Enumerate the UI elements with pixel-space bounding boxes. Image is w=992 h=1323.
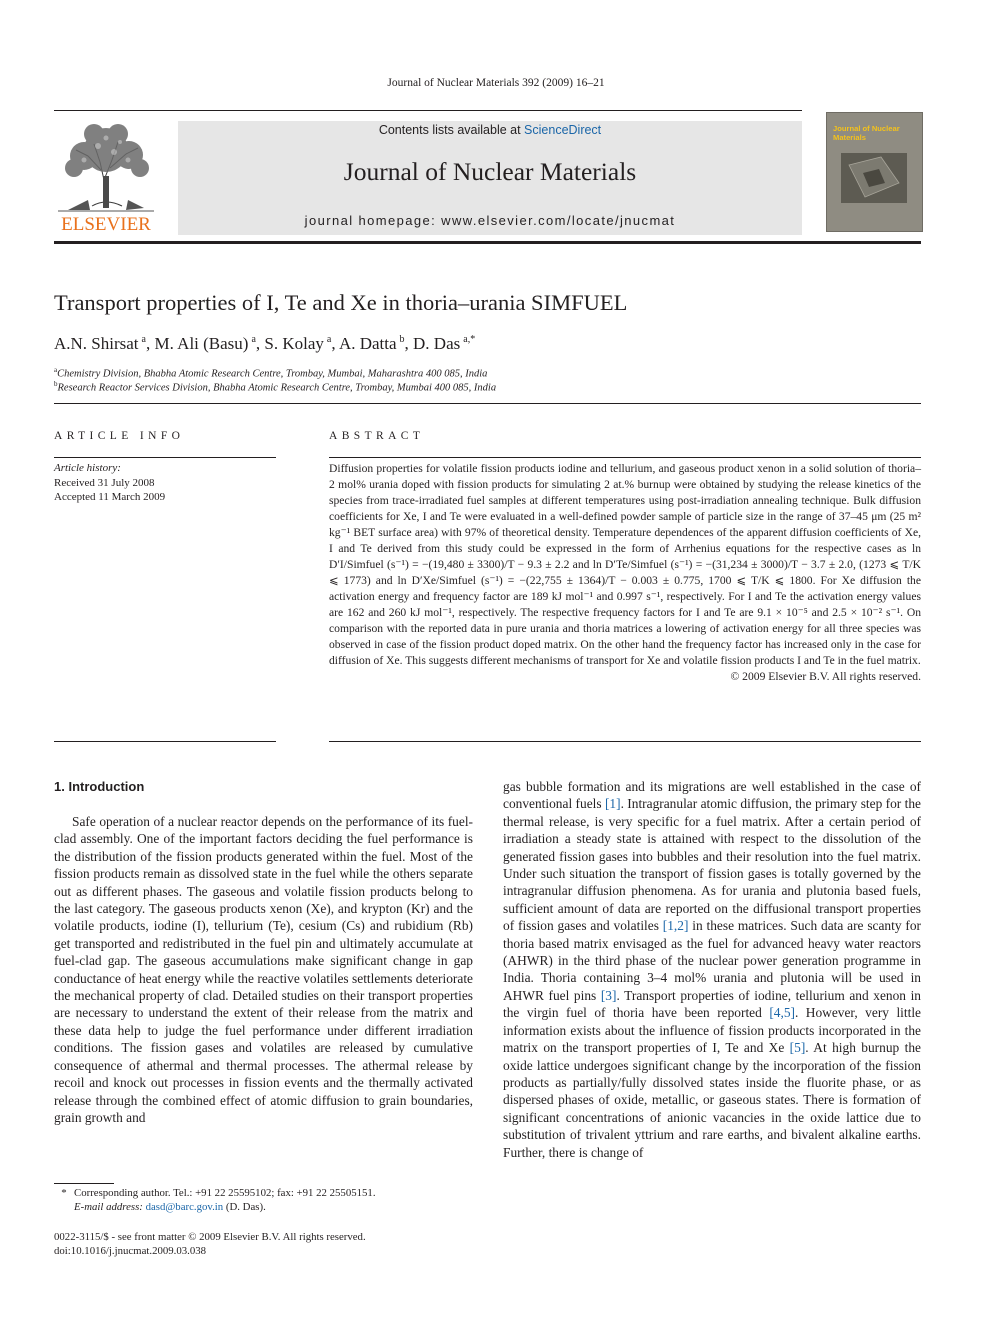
publisher-name: ELSEVIER (61, 214, 151, 234)
text-run: . Transport properties of iodine, tellurium and xenon in the virgin fuel of thoria have been reported (503, 987, 921, 1021)
citation-link[interactable]: [3] (600, 987, 617, 1003)
running-head: Journal of Nuclear Materials 392 (2009) 16–21 (387, 77, 605, 89)
article-history (54, 461, 165, 505)
author-affiliation-mark: a (141, 334, 146, 346)
email-suffix: (D. Das). (223, 1201, 266, 1213)
affiliation-a (54, 366, 487, 380)
author-affiliation-mark: a (251, 334, 256, 346)
abstract-rule-bottom (329, 741, 921, 742)
author-separator: , (145, 334, 155, 353)
abstract-heading: ABSTRACT (329, 430, 425, 442)
issn-line: 0022-3115/$ - see front matter © 2009 Elsevier B.V. All rights reserved. (54, 1231, 366, 1243)
body-column-right (503, 778, 921, 1161)
text-run: in these matrices. Such data are scanty for thoria based matrix envisaged as the fuel for advanced heavy water reactors (AHWR) in the third phase of the nuclear power generation programme in India. Thoria containing 3–4 mol% urania and plutonia will be used in AHWR fuel pins (503, 918, 921, 1003)
email-label: E-mail address: (74, 1201, 143, 1213)
intro-heading: 1. Introduction (54, 779, 145, 794)
contents-line (178, 121, 802, 138)
tree-icon (54, 120, 158, 234)
received-date: Received 31 July 2008 (54, 476, 155, 489)
affiliation-key: b (54, 380, 58, 388)
citation-link[interactable]: [4,5] (769, 1005, 795, 1021)
author-affiliation-mark: a,* (463, 334, 476, 346)
cover-micrograph-icon (841, 153, 907, 203)
citation-link[interactable]: [5] (789, 1040, 806, 1056)
footnote-rule (54, 1183, 114, 1184)
corresponding-author: Corresponding author. Tel.: +91 22 25595102; fax: +91 22 25505151. (74, 1187, 376, 1199)
abstract-body (329, 461, 921, 685)
author-name[interactable]: A.N. Shirsat (54, 334, 139, 353)
header-rule (54, 110, 802, 111)
affiliation-key: a (54, 366, 58, 374)
cover-image (841, 153, 907, 203)
article-title: Transport properties of I, Te and Xe in thoria–urania SIMFUEL (54, 290, 628, 315)
author-separator: , (404, 334, 414, 353)
affiliation-b (54, 380, 496, 394)
imprint (54, 1230, 366, 1258)
author-separator: , (331, 334, 339, 353)
author-email-link[interactable]: dasd@barc.gov.in (145, 1201, 224, 1213)
abstract-copyright: © 2009 Elsevier B.V. All rights reserved. (730, 670, 921, 683)
corresponding-author-footnote (54, 1186, 474, 1214)
text-run: gas bubble formation and its migrations are well established in the case of conventional fuels (503, 779, 921, 812)
article-info-rule-bottom (54, 741, 276, 742)
cover-title: Journal of Nuclear Materials (833, 124, 900, 142)
affiliation-text: Chemistry Division, Bhabha Atomic Research Centre, Trombay, Mumbai, Maharashtra 400 085, India (57, 368, 488, 380)
journal-banner (178, 121, 802, 235)
body-column-left (54, 813, 473, 1126)
intro-paragraph: Safe operation of a nuclear reactor depends on the performance of its fuel-clad assembly. One of the important factors deciding the fuel performance is the distribution of the fission products generated within the fuel. Most of the fission products remain as dissolved state in the fuel while the others separate out as different phases. The gaseous and volatile fission products belong to the last category. The gaseous products xenon (Xe), and krypton (Kr) and the volatile products, iodine (I), tellurium (Te), cesium (Cs) and rubidium (Rb) get transported and redistributed in the fuel pin and ultimately accumulate at fuel-clad gap. The gaseous accumulations make significant change in gap conductance of heat energy while the reactive volatiles settlements deteriorate the mechanical property of clad. Detailed studies on their transport properties are necessary to understand the extent of their release from the matrix and these data help to judge the fuel performance under different irradiation conditions. The fission gases and volatiles are released by cumulative consequence of athermal and thermal processes. The athermal release by recoil and knock out processes in fission events and the thermally activated release through the combined effect of atomic diffusion to grain boundaries, grain growth and (54, 814, 473, 1125)
accepted-date: Accepted 11 March 2009 (54, 491, 166, 503)
affiliation-text: Research Reactor Services Division, Bhabha Atomic Research Centre, Trombay, Mumbai 400 085, India (57, 382, 497, 394)
journal-homepage[interactable]: journal homepage: www.elsevier.com/locate/jnucmat (304, 213, 676, 228)
author-name[interactable]: S. Kolay (264, 334, 324, 353)
author-affiliation-mark: a (326, 334, 332, 346)
citation-link[interactable]: [1] (604, 796, 621, 812)
journal-cover[interactable] (826, 112, 923, 232)
intro-paragraph-continued (503, 778, 921, 1161)
author-separator: , (255, 334, 265, 353)
journal-name: Journal of Nuclear Materials (343, 157, 637, 186)
author-name[interactable]: A. Datta (338, 334, 397, 353)
text-run: . However, very little information exists about the influence of fission products incorporated in the matrix on the transport properties of I, Te and Xe (503, 1005, 921, 1056)
abstract-rule (329, 457, 921, 458)
footnote-star: * (61, 1187, 67, 1199)
section-rule (54, 403, 921, 404)
history-label: Article history: (54, 462, 121, 474)
author-name[interactable]: M. Ali (Basu) (154, 334, 249, 353)
text-run: . At high burnup the oxide lattice undergoes significant change by the incorporation of the fission products as partially/fully dissolved states inside the fluorite phase, or as dispersed phases of oxide, metallic, or gaseous states. There is formation of significant concentrations of anionic vacancies in the oxide lattice due to substitution of trivalent yttrium and rare earths, and bivalent alkaline earths. Further, there is change of (503, 1040, 921, 1160)
author-name[interactable]: D. Das (413, 334, 461, 353)
article-info-rule (54, 457, 276, 458)
header-rule-thick (54, 241, 921, 244)
text-run: . Intragranular atomic diffusion, the primary step for the thermal release, is very specific for a fuel matrix. After a certain period of irradiation a steady state is attained with respect to the dissolution of the generated fission gases into bubbles and their resolution into the fuel matrix. Under such situation the transport of fission gases is totally governed by the intragranular diffusion phenomena. As for urania and plutonia based fuels, sufficient amount of data are reported on the diffusional transport properties of fission gases and volatiles (503, 796, 921, 934)
author-affiliation-mark: b (399, 334, 405, 346)
doi-line[interactable]: doi:10.1016/j.jnucmat.2009.03.038 (54, 1245, 207, 1257)
contents-prefix: Contents lists available at (378, 123, 525, 137)
citation-link[interactable]: [1,2] (662, 918, 689, 934)
sciencedirect-link[interactable]: ScienceDirect (524, 123, 602, 137)
article-info-heading: ARTICLE INFO (54, 430, 185, 442)
author-list (54, 334, 475, 354)
elsevier-logo[interactable] (54, 120, 158, 234)
abstract-paragraph: Diffusion properties for volatile fission products iodine and tellurium, and gaseous product xenon in a solid solution of thoria–2 mol% urania doped with fission products for simulating 2 at.% burnup were obtained by studying the release kinetics of the species from trace-irradiated fuel samples at different temperatures using post-irradiation annealing technique. Bulk diffusion coefficients for Xe, I and Te were evaluated in a well-defined powder sample of particle size in the range of 37–45 μm (25 m² kg⁻¹ BET surface area) with 97% of theoretical density. Temperature dependences of the apparent diffusion coefficients of Xe, I and Te derived from this study could be expressed in the form of Arrhenius equations for the respective cases as ln D′I/Simfuel (s⁻¹) = −(19,480 ± 3300)/T − 9.3 ± 2.2 and ln D′Te/Simfuel (s⁻¹) = −(31,234 ± 3000)/T − 3.7 ± 2.0, (1273 ⩽ T/K ⩽ 1773) and ln D′Xe/Simfuel (s⁻¹) = −(22,755 ± 1364)/T − 0.003 ± 0.775, 1700 ⩽ T/K ⩽ 1800. For Xe diffusion the activation energy and frequency factor are 189 kJ mol⁻¹ and 0.997 s⁻¹, respectively. For I and Te the activation energy values are 162 and 260 kJ mol⁻¹, respectively. The respective frequency factors for I and Te are 9.1 × 10⁻⁵ and 2.5 × 10⁻² s⁻¹. On comparison with the reported data in pure urania and thoria matrices a lowering of activation energy for all three species was observed in case of the fission product doped matrix. On the other hand the frequency factor has increased only in the case for diffusion of Xe. This suggests different mechanisms of transport for Xe and volatile fission products I and Te in the fuel matrix. (329, 462, 921, 667)
